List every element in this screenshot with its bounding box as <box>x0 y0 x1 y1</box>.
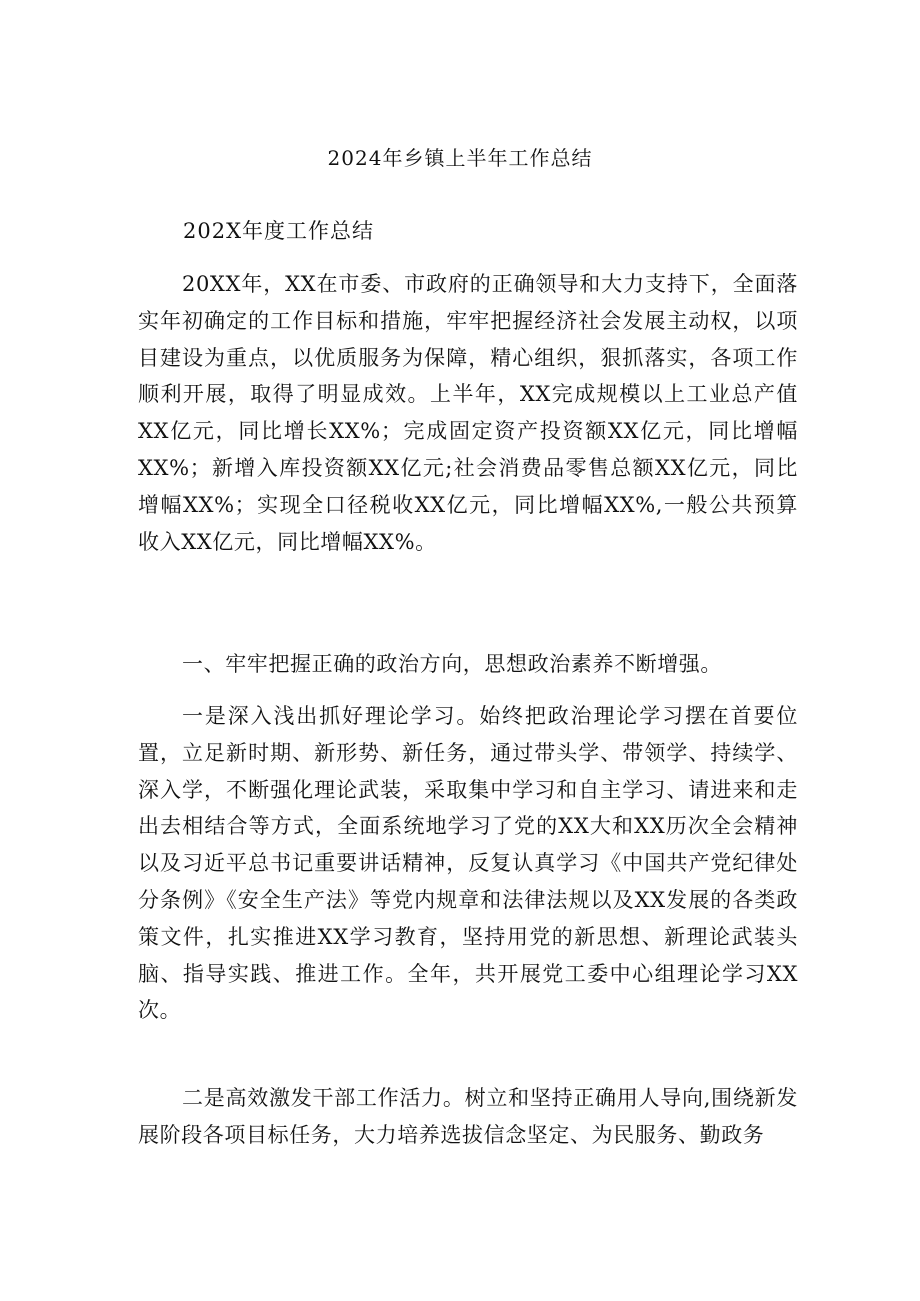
document-subtitle: 202X年度工作总结 <box>183 219 375 243</box>
paragraph-overview: 20XX年，XX在市委、市政府的正确领导和大力支持下，全面落实年初确定的工作目标和措施，牢牢把握经济社会发展主动权，以项目建设为重点，以优质服务为保障，精心组织，狠抓落实，各项工作顺利开展，取得了明显成效。上半年，XX完成规模以上工业总产值XX亿元，同比增长XX%；完成固定资产投资额XX亿元，同比增幅XX%；新增入库投资额XX亿元;社会消费品零售总额XX亿元，同比增幅XX%；实现全口径税收XX亿元，同比增幅XX%,一般公共预算收入XX亿元，同比增幅XX%。 <box>138 272 798 554</box>
document-title: 2024年乡镇上半年工作总结 <box>327 146 593 170</box>
section-heading-1: 一、牢牢把握正确的政治方向，思想政治素养不断增强。 <box>182 652 722 676</box>
paragraph-cadre-vitality: 二是高效激发干部工作活力。树立和坚持正确用人导向,围绕新发展阶段各项目标任务，大力培养选拔信念坚定、为民服务、勤政务 <box>138 1086 798 1147</box>
paragraph-theory-study: 一是深入浅出抓好理论学习。始终把政治理论学习摆在首要位置，立足新时期、新形势、新任务，通过带头学、带领学、持续学、深入学，不断强化理论武装，采取集中学习和自主学习、请进来和走出去相结合等方式，全面系统地学习了党的XX大和XX历次全会精神以及习近平总书记重要讲话精神，反复认真学习《中国共产党纪律处分条例》《安全生产法》等党内规章和法律法规以及XX发展的各类政策文件，扎实推进XX学习教育，坚持用党的新思想、新理论武装头脑、指导实践、推进工作。全年，共开展党工委中心组理论学习XX次。 <box>138 704 798 1023</box>
